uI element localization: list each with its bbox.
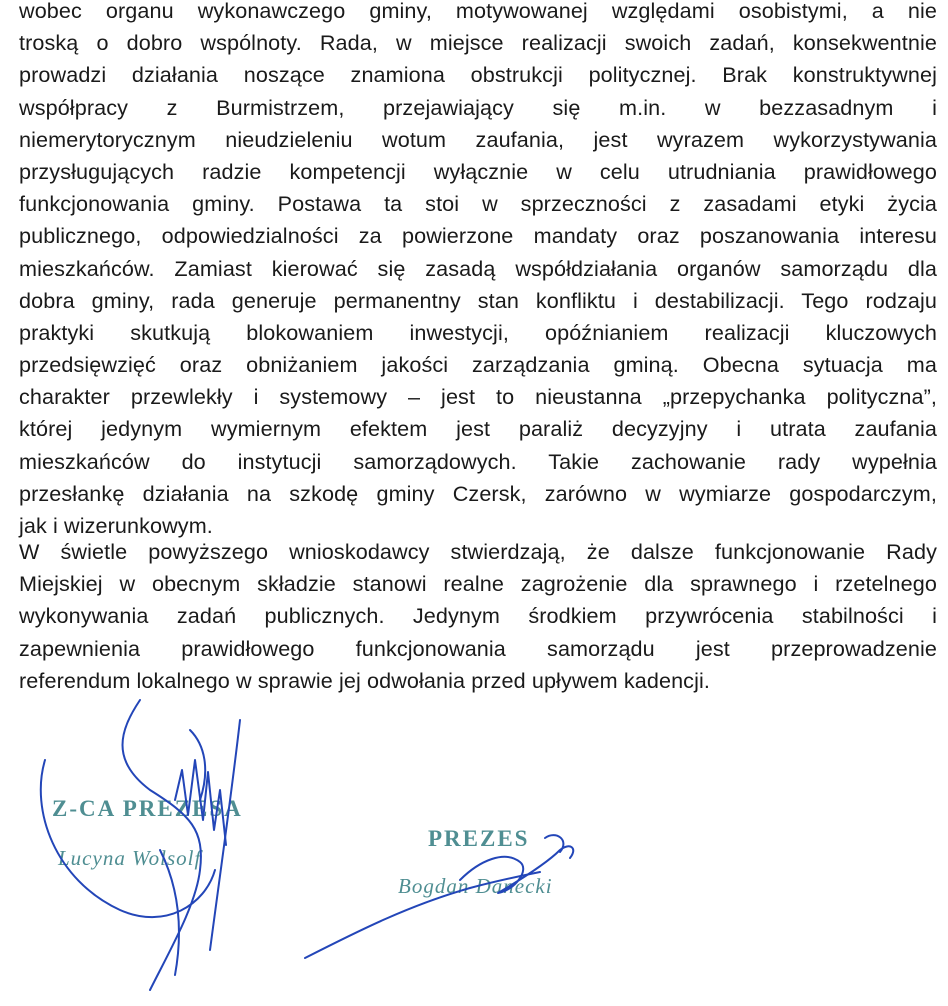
text-line: zapewnienia prawidłowego funkcjonowania samorządu jest przeprowadzenie bbox=[19, 635, 937, 661]
text-line: współpracy z Burmistrzem, przejawiający się m.in. w bezzasadnym i bbox=[19, 94, 937, 120]
text-line: referendum lokalnego w sprawie jej odwołania przed upływem kadencji. bbox=[19, 667, 710, 693]
text-line: praktyki skutkują blokowaniem inwestycji, opóźnianiem realizacji kluczowych bbox=[19, 319, 937, 345]
paragraph-2 bbox=[19, 536, 937, 697]
text-line: jak i wizerunkowym. bbox=[19, 513, 213, 538]
left-signature-flick bbox=[190, 730, 205, 800]
text-line: publicznego, odpowiedzialności za powierzone mandaty oraz poszanowania interesu bbox=[19, 223, 937, 249]
stamp-title: Z-CA PREZESA bbox=[52, 796, 243, 821]
stamp-name: Bogdan Danecki bbox=[398, 874, 553, 898]
stamp-title: PREZES bbox=[428, 826, 530, 851]
text-line: wobec organu wykonawczego gminy, motywowanej względami osobistymi, a nie bbox=[19, 0, 937, 23]
left-signature-stroke bbox=[41, 760, 215, 917]
text-line: funkcjonowania gminy. Postawa ta stoi w sprzeczności z zasadami etyki życia bbox=[19, 191, 937, 217]
right-signature-flourish bbox=[545, 835, 563, 852]
text-line: mieszkańców do instytucji samorządowych. Takie zachowanie rady wypełnia bbox=[19, 448, 937, 474]
text-line: przedsięwzięć oraz obniżaniem jakości zarządzania gminą. Obecna sytuacja ma bbox=[19, 352, 937, 378]
text-line: troską o dobro wspólnoty. Rada, w miejsce realizacji swoich zadań, konsekwentnie bbox=[19, 30, 937, 56]
text-line: której jedynym wymiernym efektem jest paraliż decyzyjny i utrata zaufania bbox=[19, 416, 937, 442]
text-line: W świetle powyższego wnioskodawcy stwierdzają, że dalsze funkcjonowanie Rady bbox=[19, 539, 937, 564]
stamp-deputy-president bbox=[52, 796, 243, 870]
left-signature-line bbox=[210, 720, 240, 950]
text-line: charakter przewlekły i systemowy – jest to nieustanna „przepychanka polityczna”, bbox=[19, 384, 937, 410]
text-line: przesłankę działania na szkodę gminy Czersk, zarówno w wymiarze gospodarczym, bbox=[19, 480, 937, 506]
paragraph-1 bbox=[19, 0, 937, 542]
text-line: mieszkańców. Zamiast kierować się zasadą współdziałania organów samorządu dla bbox=[19, 255, 937, 281]
text-line: Miejskiej w obecnym składzie stanowi realne zagrożenie dla sprawnego i rzetelnego bbox=[19, 571, 937, 597]
text-line: wykonywania zadań publicznych. Jedynym środkiem przywrócenia stabilności i bbox=[19, 603, 937, 629]
text-line: prowadzi działania noszące znamiona obstrukcji politycznej. Brak konstruktywnej bbox=[19, 62, 937, 88]
text-line: niemerytorycznym nieudzieleniu wotum zaufania, jest wyrazem wykorzystywania bbox=[19, 126, 937, 152]
stamp-name: Lucyna Wolsolf bbox=[58, 846, 202, 870]
left-signature-loop bbox=[123, 700, 201, 990]
text-line: dobra gminy, rada generuje permanentny stan konfliktu i destabilizacji. Tego rodzaju bbox=[19, 287, 937, 313]
text-line: przysługujących radzie kompetencji wyłącznie w celu utrudniania prawidłowego bbox=[19, 158, 937, 184]
